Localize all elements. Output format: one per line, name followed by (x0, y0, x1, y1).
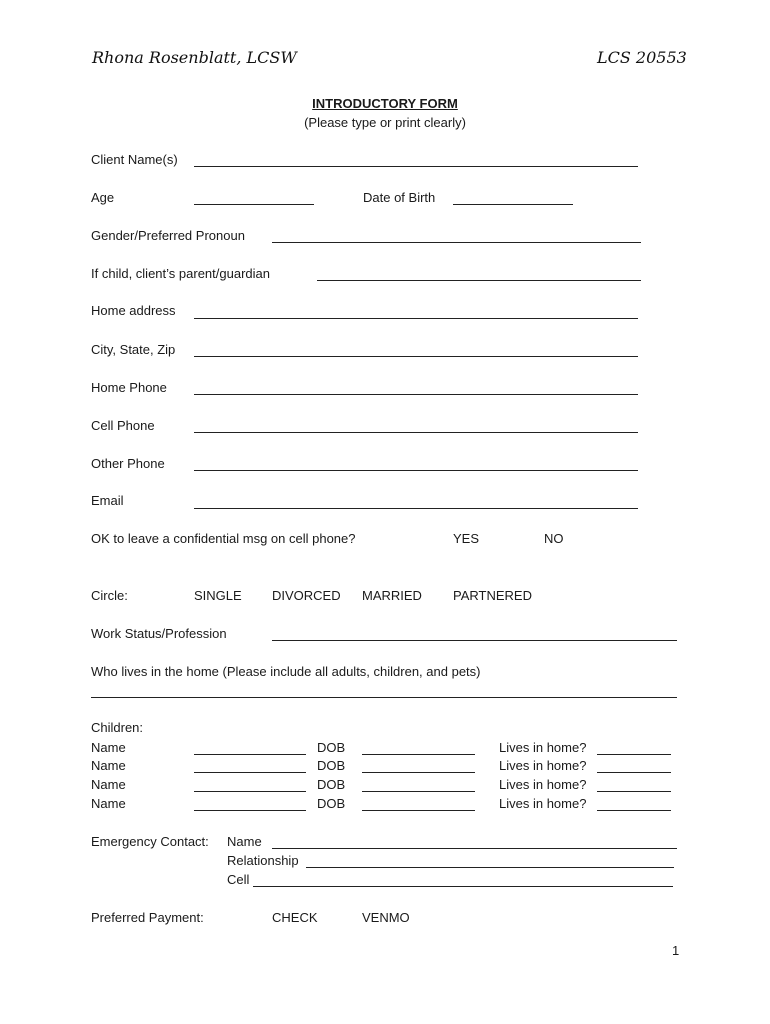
work-status-label: Work Status/Profession (91, 626, 227, 641)
status-married-option[interactable]: MARRIED (362, 588, 422, 603)
status-partnered-option[interactable]: PARTNERED (453, 588, 532, 603)
child-dob-label: DOB (317, 796, 346, 811)
emergency-relationship-field[interactable] (306, 867, 674, 868)
other-phone-label: Other Phone (91, 456, 165, 471)
confidential-yes-option[interactable]: YES (453, 531, 480, 546)
city-state-zip-field[interactable] (194, 356, 638, 357)
who-lives-label: Who lives in the home (Please include all adults, children, and pets) (91, 664, 481, 679)
child-lives-field[interactable] (597, 791, 671, 792)
emergency-name-label: Name (227, 834, 262, 849)
child-name-label: Name (91, 796, 126, 811)
child-name-field[interactable] (194, 772, 306, 773)
gender-field[interactable] (272, 242, 641, 243)
client-names-label: Client Name(s) (91, 152, 178, 167)
child-name-field[interactable] (194, 754, 306, 755)
page-number: 1 (672, 943, 680, 958)
child-lives-field[interactable] (597, 810, 671, 811)
age-field[interactable] (194, 204, 314, 205)
child-lives-label: Lives in home? (499, 777, 587, 792)
other-phone-field[interactable] (194, 470, 638, 471)
children-heading: Children: (91, 720, 144, 735)
child-lives-field[interactable] (597, 754, 671, 755)
child-dob-label: DOB (317, 758, 346, 773)
form-subtitle: (Please type or print clearly) (304, 115, 466, 130)
dob-label: Date of Birth (363, 190, 436, 205)
who-lives-field[interactable] (91, 697, 677, 698)
header-practitioner: Rhona Rosenblatt, LCSW (92, 48, 297, 67)
emergency-cell-label: Cell (227, 872, 250, 887)
child-lives-label: Lives in home? (499, 796, 587, 811)
child-name-field[interactable] (194, 791, 306, 792)
city-state-zip-label: City, State, Zip (91, 342, 176, 357)
cell-phone-field[interactable] (194, 432, 638, 433)
guardian-label: If child, client’s parent/guardian (91, 266, 270, 281)
child-dob-field[interactable] (362, 772, 475, 773)
guardian-field[interactable] (317, 280, 641, 281)
status-divorced-option[interactable]: DIVORCED (272, 588, 341, 603)
home-phone-label: Home Phone (91, 380, 167, 395)
home-address-label: Home address (91, 303, 176, 318)
child-name-label: Name (91, 758, 126, 773)
child-lives-label: Lives in home? (499, 758, 587, 773)
circle-label: Circle: (91, 588, 128, 603)
confidential-msg-label: OK to leave a confidential msg on cell phone? (91, 531, 356, 546)
cell-phone-label: Cell Phone (91, 418, 155, 433)
header-license: LCS 20553 (597, 48, 687, 67)
child-lives-label: Lives in home? (499, 740, 587, 755)
client-names-field[interactable] (194, 166, 638, 167)
child-name-field[interactable] (194, 810, 306, 811)
gender-label: Gender/Preferred Pronoun (91, 228, 245, 243)
confidential-no-option[interactable]: NO (544, 531, 564, 546)
child-dob-field[interactable] (362, 754, 475, 755)
dob-field[interactable] (453, 204, 573, 205)
home-phone-field[interactable] (194, 394, 638, 395)
child-dob-label: DOB (317, 777, 346, 792)
payment-check-option[interactable]: CHECK (272, 910, 318, 925)
emergency-name-field[interactable] (272, 848, 677, 849)
status-single-option[interactable]: SINGLE (194, 588, 242, 603)
child-dob-label: DOB (317, 740, 346, 755)
child-dob-field[interactable] (362, 791, 475, 792)
age-label: Age (91, 190, 115, 205)
emergency-relationship-label: Relationship (227, 853, 299, 868)
home-address-field[interactable] (194, 318, 638, 319)
work-status-field[interactable] (272, 640, 677, 641)
child-lives-field[interactable] (597, 772, 671, 773)
child-name-label: Name (91, 740, 126, 755)
preferred-payment-label: Preferred Payment: (91, 910, 204, 925)
child-name-label: Name (91, 777, 126, 792)
form-title: INTRODUCTORY FORM (312, 96, 458, 111)
emergency-contact-label: Emergency Contact: (91, 834, 209, 849)
emergency-cell-field[interactable] (253, 886, 673, 887)
payment-venmo-option[interactable]: VENMO (362, 910, 410, 925)
email-field[interactable] (194, 508, 638, 509)
child-dob-field[interactable] (362, 810, 475, 811)
email-label: Email (91, 493, 124, 508)
